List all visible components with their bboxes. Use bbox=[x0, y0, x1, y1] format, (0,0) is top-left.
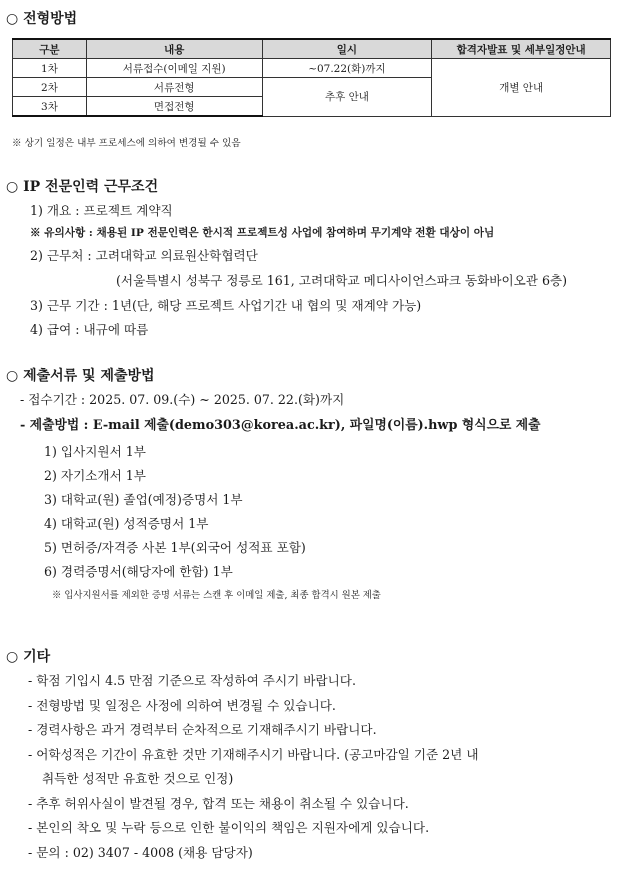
workplace-address: (서울특별시 성북구 정릉로 161, 고려대학교 메디사이언스파크 동화바이오관 6층) bbox=[116, 273, 568, 288]
cell-date: ~07.22(화)까지 bbox=[262, 59, 432, 78]
caution-note: ※ 유의사항 : 채용된 IP 전문인력은 한시적 프로젝트성 사업에 참여하며 무기계약 전환 대상이 아님 bbox=[30, 227, 495, 239]
application-period: - 접수기간 : 2025. 07. 09.(수) ~ 2025. 07. 22.(화)까지 bbox=[20, 392, 345, 407]
schedule-note: ※ 상기 일정은 내부 프로세스에 의하여 변경될 수 있음 bbox=[12, 138, 241, 149]
header-notice: 합격자발표 및 세부일정안내 bbox=[432, 39, 611, 59]
other-item-continued: 취득한 성적만 유효한 것으로 인정) bbox=[42, 771, 234, 786]
condition-period: 3) 근무 기간 : 1년(단, 해당 프로젝트 사업기간 내 협의 및 재계약 가능) bbox=[30, 298, 422, 313]
other-item: - 학점 기입시 4.5 만점 기준으로 작성하여 주시기 바랍니다. bbox=[28, 673, 356, 688]
document-item: 2) 자기소개서 1부 bbox=[44, 468, 146, 483]
cell-notice: 개별 안내 bbox=[432, 59, 611, 117]
header-stage: 구분 bbox=[13, 39, 87, 59]
other-item: - 추후 허위사실이 발견될 경우, 합격 또는 채용이 취소될 수 있습니다. bbox=[28, 796, 409, 811]
schedule-table bbox=[12, 38, 611, 117]
condition-workplace: 2) 근무처 : 고려대학교 의료원산학협력단 bbox=[30, 248, 258, 263]
document-item: 3) 대학교(원) 졸업(예정)증명서 1부 bbox=[44, 492, 243, 507]
table-header-row bbox=[13, 39, 611, 59]
document-item: 1) 입사지원서 1부 bbox=[44, 444, 146, 459]
condition-salary: 4) 급여 : 내규에 따름 bbox=[30, 322, 149, 337]
section-title-selection: ○ 전형방법 bbox=[6, 11, 78, 27]
document-item: 6) 경력증명서(해당자에 한함) 1부 bbox=[44, 564, 233, 579]
document-item: 5) 면허증/자격증 사본 1부(외국어 성적표 포함) bbox=[44, 540, 306, 555]
document-item: 4) 대학교(원) 성적증명서 1부 bbox=[44, 516, 209, 531]
other-item: - 본인의 착오 및 누락 등으로 인한 불이익의 책임은 지원자에게 있습니다. bbox=[28, 820, 430, 835]
cell-content: 서류전형 bbox=[86, 78, 262, 97]
other-item: - 경력사항은 과거 경력부터 순차적으로 기재해주시기 바랍니다. bbox=[28, 722, 377, 737]
cell-stage: 1차 bbox=[13, 59, 87, 78]
section-title-conditions: ○ IP 전문인력 근무조건 bbox=[6, 179, 159, 195]
cell-date-merged: 추후 안내 bbox=[262, 78, 432, 117]
header-date: 일시 bbox=[262, 39, 432, 59]
cell-stage: 3차 bbox=[13, 97, 87, 117]
other-item: - 전형방법 및 일정은 사정에 의하여 변경될 수 있습니다. bbox=[28, 698, 336, 713]
cell-stage: 2차 bbox=[13, 78, 87, 97]
documents-note: ※ 입사지원서를 제외한 증명 서류는 스캔 후 이메일 제출, 최종 합격시 원본 제출 bbox=[52, 590, 381, 601]
other-item: - 어학성적은 기간이 유효한 것만 기재해주시기 바랍니다. (공고마감일 기준 2년 내 bbox=[28, 747, 479, 762]
condition-overview: 1) 개요 : 프로젝트 계약직 bbox=[30, 203, 173, 218]
contact-info: - 문의 : 02) 3407 - 4008 (채용 담당자) bbox=[28, 845, 253, 860]
submission-method: - 제출방법 : E-mail 제출(demo303@korea.ac.kr), 파일명(이름).hwp 형식으로 제출 bbox=[20, 418, 541, 433]
table-row bbox=[13, 59, 611, 78]
header-content: 내용 bbox=[86, 39, 262, 59]
section-title-other: ○ 기타 bbox=[6, 649, 51, 665]
cell-content: 서류접수(이메일 지원) bbox=[86, 59, 262, 78]
section-title-documents: ○ 제출서류 및 제출방법 bbox=[6, 368, 155, 384]
cell-content: 면접전형 bbox=[86, 97, 262, 117]
